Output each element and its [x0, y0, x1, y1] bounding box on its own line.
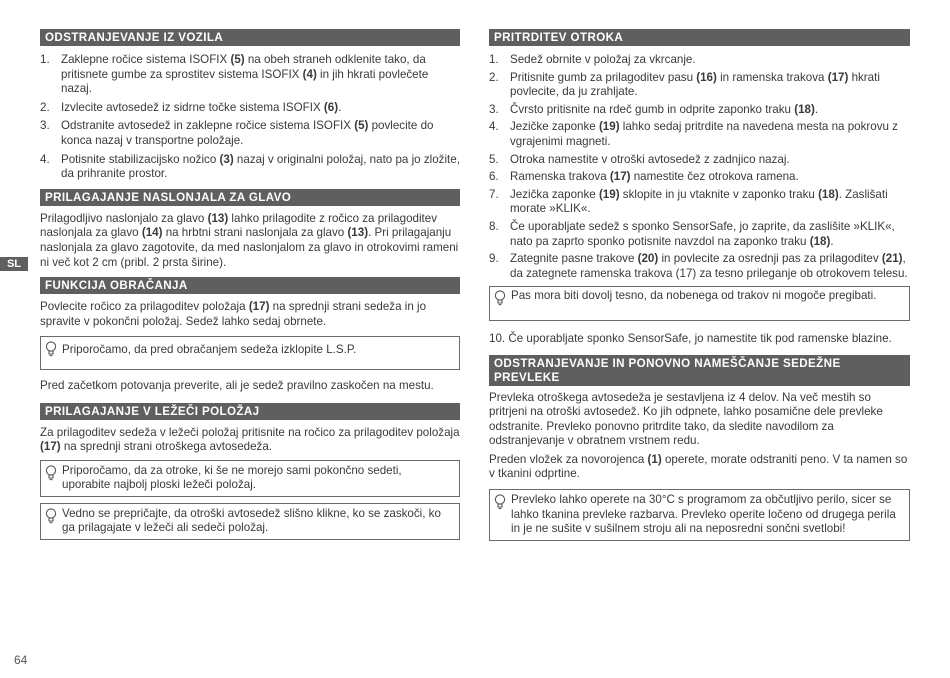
- lightbulb-icon: [494, 494, 506, 510]
- lightbulb-icon: [45, 508, 57, 524]
- washing-note: Prevleko lahko operete na 30°C s programom za občutljivo perilo, sicer se lahko tkanina prevleke razbarva. Prevleko operite ločeno od drugega perila in je ne sušite v sušilnem stroju ali na neposredni sončni svetlobi!: [489, 489, 910, 541]
- headrest-paragraph: Prilagodljivo naslonjalo za glavo (13) lahko prilagodite z ročico za prilagoditev naslonjala za glavo (14) na hrbtni strani naslonjala za glavo (13). Pri prilagajanju naslonjala za glavo zagotovite, da med naslonjalom za glavo in otrokovimi rameni ni več kot 2 cm (pribl. 2 prsta širine).: [40, 211, 459, 269]
- rotation-paragraph: Povlecite ročico za prilagoditev položaja (17) na sprednji strani sedeža in jo spravite v pokončni položaj. Sedež lahko sedaj obrnete.: [40, 300, 427, 328]
- section-title-removal: ODSTRANJEVANJE IZ VOZILA: [40, 29, 460, 46]
- list-item: 6. Ramenska trakova (17) namestite čez otrokova ramena.: [489, 170, 799, 184]
- fastening-steps: [489, 53, 910, 281]
- cover-paragraph-2: Preden vložek za novorojenca (1) operete, morate odstraniti peno. V ta namen so v tkanini odprtine.: [489, 452, 908, 481]
- list-item: 7. Jezička zaponke (19) sklopite in ju vtaknite v zaponko traku (18). Zaslišati morate »KLIK«.: [489, 187, 888, 216]
- fastening-note: Pas mora biti dovolj tesno, da nobenega od trakov ni mogoče pregibati.: [489, 286, 910, 321]
- list-item: 4. Jezičke zaponke (19) lahko sedaj pritrdite na navedena mesta na pokrovu z vgrajenimi magneti.: [489, 120, 898, 148]
- cover-paragraph-1: Prevleka otroškega avtosedeža je sestavljena iz 4 delov. Na več mestih so pritrjeni na otroški avtosedež. Ko jih odpnete, lahko posamične dele prevleke odstranite. Prevleko ponovno pritrdite tako, da sledite navodilom za odstranjevanje v obratnem vrstnem redu.: [489, 390, 883, 448]
- section-title-rotation: FUNKCIJA OBRAČANJA: [40, 277, 460, 294]
- list-item: 2. Pritisnite gumb za prilagoditev pasu (16) in ramenska trakova (17) hkrati povlecite, da ju zrahljate.: [489, 70, 880, 99]
- list-item: 5. Otroka namestite v otroški avtosedež z zadnjico nazaj.: [489, 152, 790, 166]
- list-item: 8. Če uporabljate sedež s sponko SensorSafe, jo zaprite, da zaslišite »KLIK«, nato pa zaprto sponko potisnite navzdol na zaponko traku (18).: [489, 219, 895, 248]
- section-title-headrest: PRILAGAJANJE NASLONJALA ZA GLAVO: [40, 189, 460, 206]
- list-item: 1. Sedež obrnite v položaj za vkrcanje.: [489, 53, 696, 66]
- lightbulb-icon: [45, 465, 57, 481]
- list-item: 3. Odstranite avtosedež in zaklepne ročice sistema ISOFIX (5) povlecite do konca nazaj v transportne položaje.: [40, 119, 434, 147]
- right-column: [489, 29, 910, 541]
- left-column: [40, 29, 460, 540]
- recline-note-2: Vedno se prepričajte, da otroški avtosedež slišno klikne, ko se zaskoči, ko ga prilagajate v ležeči ali sedeči položaj.: [40, 503, 460, 540]
- lightbulb-icon: [45, 341, 57, 357]
- section-title-child-fastening: PRITRDITEV OTROKA: [489, 29, 910, 46]
- rotation-note: Priporočamo, da pred obračanjem sedeža izklopite L.S.P.: [40, 336, 460, 370]
- removal-steps: [40, 53, 460, 182]
- list-item: 4. Potisnite stabilizacijsko nožico (3) nazaj v originalni položaj, nato pa jo zložite, da prihranite prostor.: [40, 152, 460, 181]
- language-tab: SL: [0, 257, 28, 271]
- section-title-cover: ODSTRANJEVANJE IN PONOVNO NAMEŠČANJE SEDEŽNE PREVLEKE: [489, 355, 910, 386]
- list-item: 10. Če uporabljate sponko SensorSafe, jo namestite tik pod ramenske blazine.: [489, 331, 892, 345]
- section-title-recline: PRILAGAJANJE V LEŽEČI POLOŽAJ: [40, 403, 460, 420]
- lightbulb-icon: [494, 290, 506, 306]
- recline-note-1: Priporočamo, da za otroke, ki še ne morejo sami pokončno sedeti, uporabite najbolj ploski ležeči položaj.: [40, 460, 460, 497]
- recline-paragraph: Za prilagoditev sedeža v ležeči položaj pritisnite na ročico za prilagoditev položaja (17) na sprednji strani otroškega avtosedeža.: [40, 425, 460, 454]
- page-number: 64: [14, 653, 28, 667]
- list-item: 9. Zategnite pasne trakove (20) in povlecite za osrednji pas za prilagoditev (21), da zategnete ramenska trakova (17) za tesno prileganje ob otrokovem telesu.: [489, 252, 908, 280]
- rotation-check-text: Pred začetkom potovanja preverite, ali je sedež pravilno zaskočen na mestu.: [40, 378, 434, 392]
- list-item: 2. Izvlecite avtosedež iz sidrne točke sistema ISOFIX (6).: [40, 100, 342, 114]
- list-item: 3. Čvrsto pritisnite na rdeč gumb in odprite zaponko traku (18).: [489, 102, 819, 116]
- list-item: 1. Zaklepne ročice sistema ISOFIX (5) na obeh straneh odklenite tako, da pritisnete gumbe za sprostitev sistema ISOFIX (4) in jih hkrati povlečete nazaj.: [40, 53, 429, 96]
